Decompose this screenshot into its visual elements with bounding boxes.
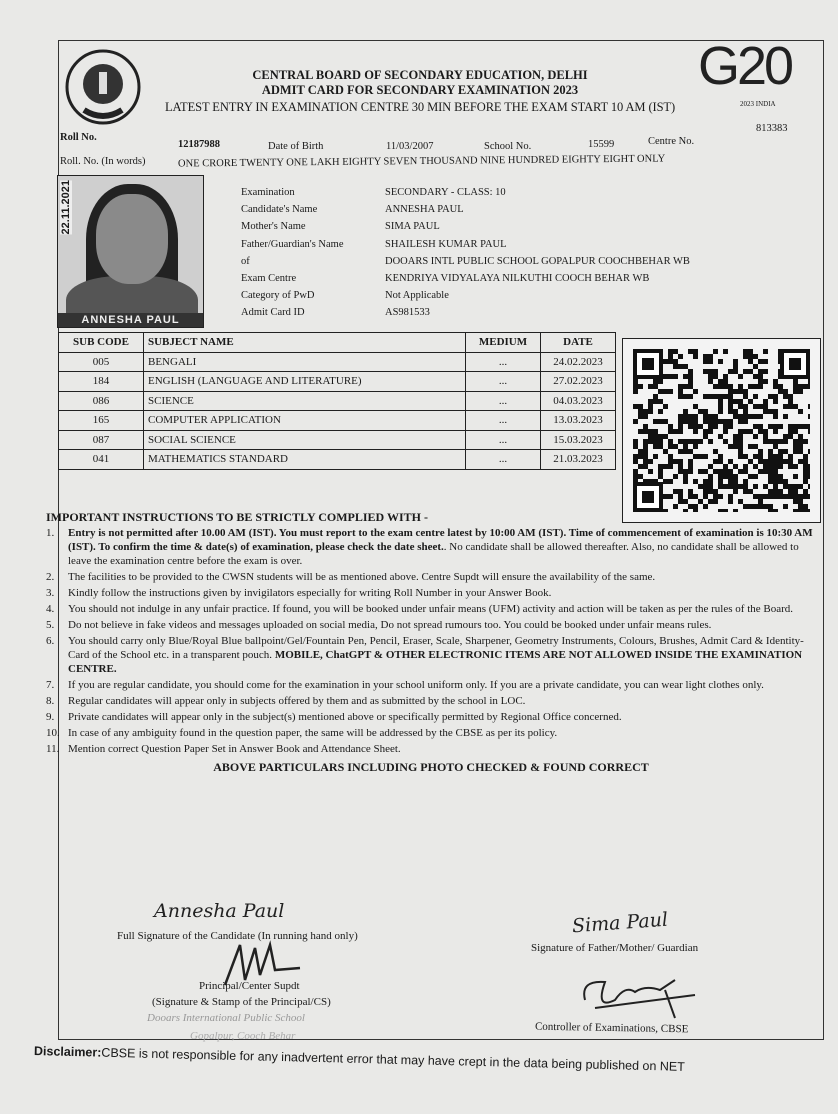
instruction-item: 9. Private candidates will appear only in the subject(s) mentioned above or specifically permitted by Regional Office concerned. <box>46 711 622 723</box>
detail-row <box>241 236 690 253</box>
controller-label: Controller of Examinations, CBSE <box>534 1020 689 1036</box>
card-title: ADMIT CARD FOR SECONDARY EXAMINATION 2023 <box>261 83 579 97</box>
sub-code: 005 <box>59 352 144 372</box>
board-name: CENTRAL BOARD OF SECONDARY EDUCATION, DELHI <box>252 68 588 82</box>
dob-label: Date of Birth <box>268 141 324 152</box>
disclaimer-text: CBSE is not responsible for any inadvertent error that may have crept in the data being published on NET <box>101 1045 686 1074</box>
sub-code: 087 <box>59 430 144 450</box>
col-medium: MEDIUM <box>466 333 541 353</box>
table-row <box>59 391 616 411</box>
g20-subtitle: 2023 INDIA <box>740 100 776 108</box>
detail-label: of <box>241 255 250 267</box>
detail-label: Mother's Name <box>241 221 306 233</box>
medium: ... <box>466 372 541 392</box>
instruction-text: Do not believe in fake videos and messages uploaded on social media, Do not spread rumours too. You could be booked under unfair means rules. <box>68 619 712 631</box>
col-date: DATE <box>541 333 616 353</box>
instructions <box>46 510 816 774</box>
parent-sig-label: Signature of Father/Mother/ Guardian <box>531 942 699 954</box>
detail-label: Examination <box>241 187 295 198</box>
detail-label: Candidate's Name <box>241 204 318 216</box>
parent-signature: Sima Paul <box>571 908 669 938</box>
sub-code: 184 <box>59 372 144 392</box>
instruction-item: 4. You should not indulge in any unfair practice. If found, you will be booked under unfair means (UFM) activity and action will be taken as per the rules of the Board. <box>46 603 794 615</box>
instruction-text: You should not indulge in any unfair practice. If found, you will be booked under unfair means (UFM) activity and action will be taken as per the rules of the Board. <box>68 603 794 615</box>
detail-row <box>241 253 690 270</box>
roll-value: 12187988 <box>178 139 220 150</box>
candidate-sig-label: Full Signature of the Candidate (In running hand only) <box>117 930 358 942</box>
instruction-item: 1. Entry is not permitted after 10.00 AM (IST). You must report to the exam centre latest by 10:00 AM (IST). Time of commencement of examination is 10:30 AM (IST). To confirm the time & date(s) of examination, please check the date sheet.. No candidate shall be allowed thereafter. Also, no candidate shall be allowed to leave the examination centre before the exam is over. <box>46 526 816 568</box>
sub-code: 086 <box>59 391 144 411</box>
detail-row <box>241 304 690 321</box>
exam-date: 21.03.2023 <box>541 450 616 470</box>
instructions-title: IMPORTANT INSTRUCTIONS TO BE STRICTLY COMPLIED WITH - <box>46 510 429 524</box>
instruction-text: The facilities to be provided to the CWSN students will be as mentioned above. Centre Supdt will ensure the availability of the same. <box>68 571 656 583</box>
principal-label: Principal/Center Supdt <box>199 980 300 992</box>
detail-value: DOOARS INTL PUBLIC SCHOOL GOPALPUR COOCHBEHAR WB <box>385 255 690 267</box>
controller-signature <box>565 970 715 1020</box>
instruction-item: 5. Do not believe in fake videos and messages uploaded on social media, Do not spread rumours too. You could be booked under unfair means rules. <box>46 619 712 631</box>
school-label: School No. <box>484 141 532 152</box>
candidate-photo <box>57 175 204 328</box>
photo-date: 22.11.2021 <box>60 180 72 235</box>
centre-label: Centre No. <box>648 136 695 147</box>
disclaimer-label: Disclaimer: <box>33 1044 102 1060</box>
exam-date: 15.03.2023 <box>541 430 616 450</box>
instruction-item: 8. Regular candidates will appear only in subjects offered by them and as submitted by the school in LOC. <box>46 695 526 707</box>
detail-row <box>241 287 690 304</box>
roll-words-value: ONE CRORE TWENTY ONE LAKH EIGHTY SEVEN THOUSAND NINE HUNDRED EIGHTY EIGHT ONLY <box>177 153 666 170</box>
school-value: 15599 <box>588 139 615 150</box>
medium: ... <box>466 391 541 411</box>
detail-value: SIMA PAUL <box>385 221 440 233</box>
g20-logo: G20 <box>698 36 792 96</box>
subject-name: SOCIAL SCIENCE <box>144 430 466 450</box>
table-row <box>59 430 616 450</box>
detail-row <box>241 184 690 201</box>
detail-value: ANNESHA PAUL <box>385 204 464 216</box>
instruction-item: 6. You should carry only Blue/Royal Blue ballpoint/Gel/Fountain Pen, Pencil, Eraser, Scale, Sharpener, Geometry Instruments, Colours, Brushes, Admit Card & Identity-Card of the School etc. in a transparent pouch. MOBILE, ChatGPT & OTHER ELECTRONIC ITEMS ARE NOT ALLOWED INSIDE THE EXAMINATION CENTRE. <box>46 634 816 676</box>
instruction-item: 10. In case of any ambiguity found in the question paper, the same will be addressed by the CBSE as per its policy. <box>46 727 558 739</box>
table-row <box>59 450 616 470</box>
school-stamp-place: Gopalpur, Cooch Behar <box>190 1030 296 1042</box>
subject-name: SCIENCE <box>144 391 466 411</box>
instruction-text: Mention correct Question Paper Set in Answer Book and Attendance Sheet. <box>68 743 401 755</box>
detail-label: Exam Centre <box>241 273 297 285</box>
roll-words-label: Roll. No. (In words) <box>60 156 146 167</box>
col-sub-code: SUB CODE <box>59 333 144 353</box>
principal-sub-label: (Signature & Stamp of the Principal/CS) <box>152 996 331 1008</box>
detail-row <box>241 270 690 287</box>
detail-label: Admit Card ID <box>241 307 305 319</box>
school-stamp: Dooars International Public School <box>147 1012 305 1024</box>
detail-value: AS981533 <box>385 307 430 319</box>
detail-row <box>241 201 690 218</box>
instruction-text: In case of any ambiguity found in the question paper, the same will be addressed by the CBSE as per its policy. <box>68 727 558 739</box>
subject-name: COMPUTER APPLICATION <box>144 411 466 431</box>
detail-value: SECONDARY - CLASS: 10 <box>385 187 506 198</box>
subject-name: BENGALI <box>144 352 466 372</box>
instruction-text: Private candidates will appear only in the subject(s) mentioned above or specifically permitted by Regional Office concerned. <box>68 711 622 723</box>
medium: ... <box>466 450 541 470</box>
detail-value: KENDRIYA VIDYALAYA NILKUTHI COOCH BEHAR WB <box>385 273 650 285</box>
cbse-logo <box>64 48 142 126</box>
table-row <box>59 372 616 392</box>
instruction-item: 3. Kindly follow the instructions given by invigilators especially for writing Roll Number in your Answer Book. <box>46 587 552 599</box>
entry-note: LATEST ENTRY IN EXAMINATION CENTRE 30 MIN BEFORE THE EXAM START 10 AM (IST) <box>164 100 676 114</box>
medium: ... <box>466 352 541 372</box>
instruction-text: If you are regular candidate, you should come for the examination in your school uniform only. If you are a private candidate, you can wear light clothes only. <box>68 679 764 691</box>
qr-code <box>622 338 821 523</box>
exam-date: 13.03.2023 <box>541 411 616 431</box>
subjects-table <box>58 332 616 470</box>
exam-date: 27.02.2023 <box>541 372 616 392</box>
candidate-details <box>241 184 690 322</box>
medium: ... <box>466 430 541 450</box>
subject-name: MATHEMATICS STANDARD <box>144 450 466 470</box>
medium: ... <box>466 411 541 431</box>
detail-value: Not Applicable <box>385 290 449 302</box>
sub-code: 165 <box>59 411 144 431</box>
sub-code: 041 <box>59 450 144 470</box>
instruction-text: You should carry only Blue/Royal Blue ballpoint/Gel/Fountain Pen, Pencil, Eraser, Scale, Sharpener, Geometry Instruments, Colours, Brushes, Admit Card & Identity-Card of the School etc. in a transparent pouch. MOBILE, ChatGPT & OTHER ELECTRONIC ITEMS ARE NOT ALLOWED INSIDE THE EXAMINATION CENTRE. <box>68 635 804 675</box>
subject-name: ENGLISH (LANGUAGE AND LITERATURE) <box>144 372 466 392</box>
photo-name: ANNESHA PAUL <box>58 313 203 327</box>
instruction-text: Kindly follow the instructions given by invigilators especially for writing Roll Number in your Answer Book. <box>68 587 552 599</box>
instruction-text: Regular candidates will appear only in subjects offered by them and as submitted by the school in LOC. <box>68 695 526 707</box>
detail-row <box>241 218 690 235</box>
col-subject-name: SUBJECT NAME <box>144 333 466 353</box>
table-row <box>59 411 616 431</box>
instruction-item: 7. If you are regular candidate, you should come for the examination in your school uniform only. If you are a private candidate, you can wear light clothes only. <box>46 679 764 691</box>
dob-value: 11/03/2007 <box>386 141 434 152</box>
roll-label: Roll No. <box>60 132 97 143</box>
detail-label: Category of PwD <box>241 290 315 302</box>
centre-value: 813383 <box>756 123 788 134</box>
candidate-signature: Annesha Paul <box>154 900 285 922</box>
confirmation-note: ABOVE PARTICULARS INCLUDING PHOTO CHECKED & FOUND CORRECT <box>213 760 649 774</box>
instruction-text: Entry is not permitted after 10.00 AM (IST). You must report to the exam centre latest by 10:00 AM (IST). Time of commencement of examination is 10:30 AM (IST). To confirm the time & date(s) of examination, please check the date sheet.. No candidate shall be allowed thereafter. Also, no candidate shall be allowed to leave the examination centre before the exam is over. <box>68 527 813 567</box>
disclaimer <box>34 1044 685 1074</box>
table-row <box>59 352 616 372</box>
exam-date: 24.02.2023 <box>541 352 616 372</box>
instruction-item: 2. The facilities to be provided to the CWSN students will be as mentioned above. Centre Supdt will ensure the availability of the same. <box>46 571 656 583</box>
exam-date: 04.03.2023 <box>541 391 616 411</box>
detail-value: SHAILESH KUMAR PAUL <box>385 238 507 250</box>
detail-label: Father/Guardian's Name <box>241 238 344 250</box>
instruction-item: 11. Mention correct Question Paper Set in Answer Book and Attendance Sheet. <box>46 743 401 755</box>
